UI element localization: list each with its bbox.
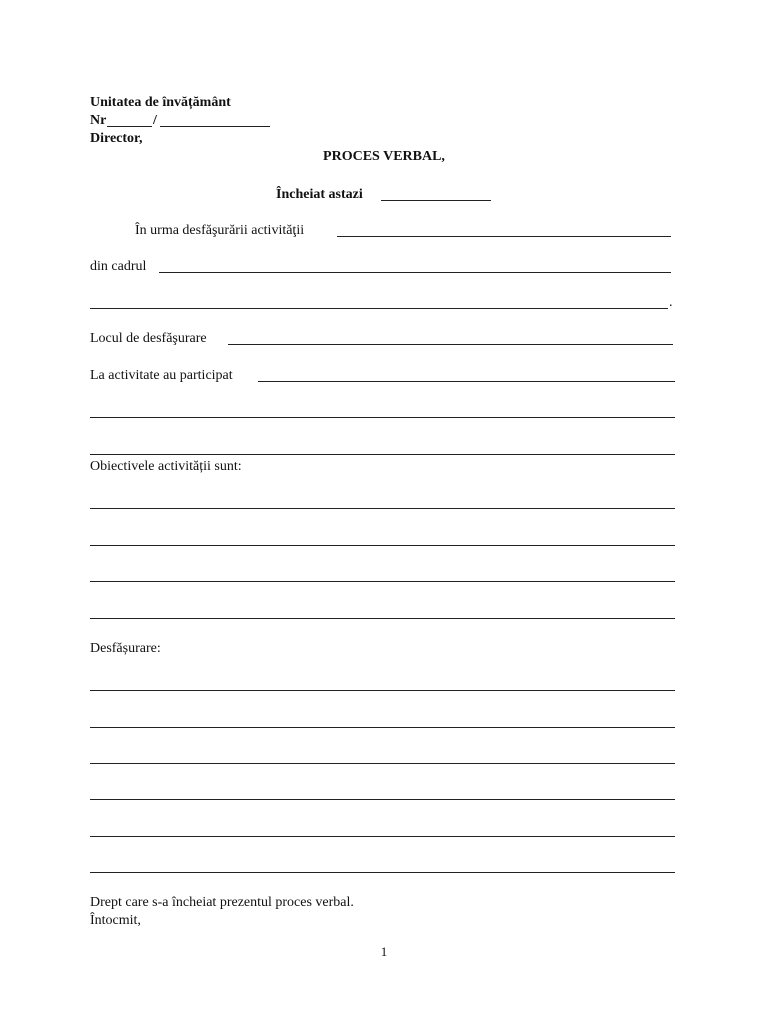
location-field[interactable] [228, 344, 673, 345]
participants-label: La activitate au participat [90, 368, 233, 383]
objectives-label: Obiectivele activității sunt: [90, 459, 242, 474]
location-label: Locul de desfăşurare [90, 331, 207, 346]
participants-line[interactable] [90, 454, 675, 455]
participants-field[interactable] [258, 381, 675, 382]
nr-number-field[interactable] [107, 126, 152, 127]
line-end-period: . [669, 295, 673, 310]
objectives-line[interactable] [90, 545, 675, 546]
progress-line[interactable] [90, 763, 675, 764]
objectives-line[interactable] [90, 581, 675, 582]
objectives-line[interactable] [90, 618, 675, 619]
progress-line[interactable] [90, 836, 675, 837]
participants-line[interactable] [90, 417, 675, 418]
activity-label: În urma desfăşurării activităţii [135, 223, 305, 238]
nr-separator: / [153, 113, 157, 128]
progress-label: Desfășurare: [90, 641, 161, 656]
framework-field-continued[interactable] [90, 308, 668, 309]
objectives-line[interactable] [90, 508, 675, 509]
framework-label: din cadrul [90, 259, 147, 274]
concluded-label: Încheiat astazi [276, 187, 363, 202]
closing-statement: Drept care s-a încheiat prezentul proces verbal. [90, 895, 354, 910]
director-label: Director, [90, 131, 143, 146]
progress-line[interactable] [90, 727, 675, 728]
document-title: PROCES VERBAL, [323, 149, 445, 164]
nr-date-field[interactable] [160, 126, 270, 127]
nr-label: Nr [90, 113, 107, 128]
framework-field[interactable] [159, 272, 671, 273]
progress-line[interactable] [90, 690, 675, 691]
progress-line[interactable] [90, 872, 675, 873]
concluded-date-field[interactable] [381, 200, 491, 201]
activity-field[interactable] [337, 236, 671, 237]
institution-label: Unitatea de învățământ [90, 95, 231, 110]
progress-line[interactable] [90, 799, 675, 800]
page-number: 1 [380, 944, 388, 959]
drafted-by-label: Întocmit, [90, 913, 141, 928]
